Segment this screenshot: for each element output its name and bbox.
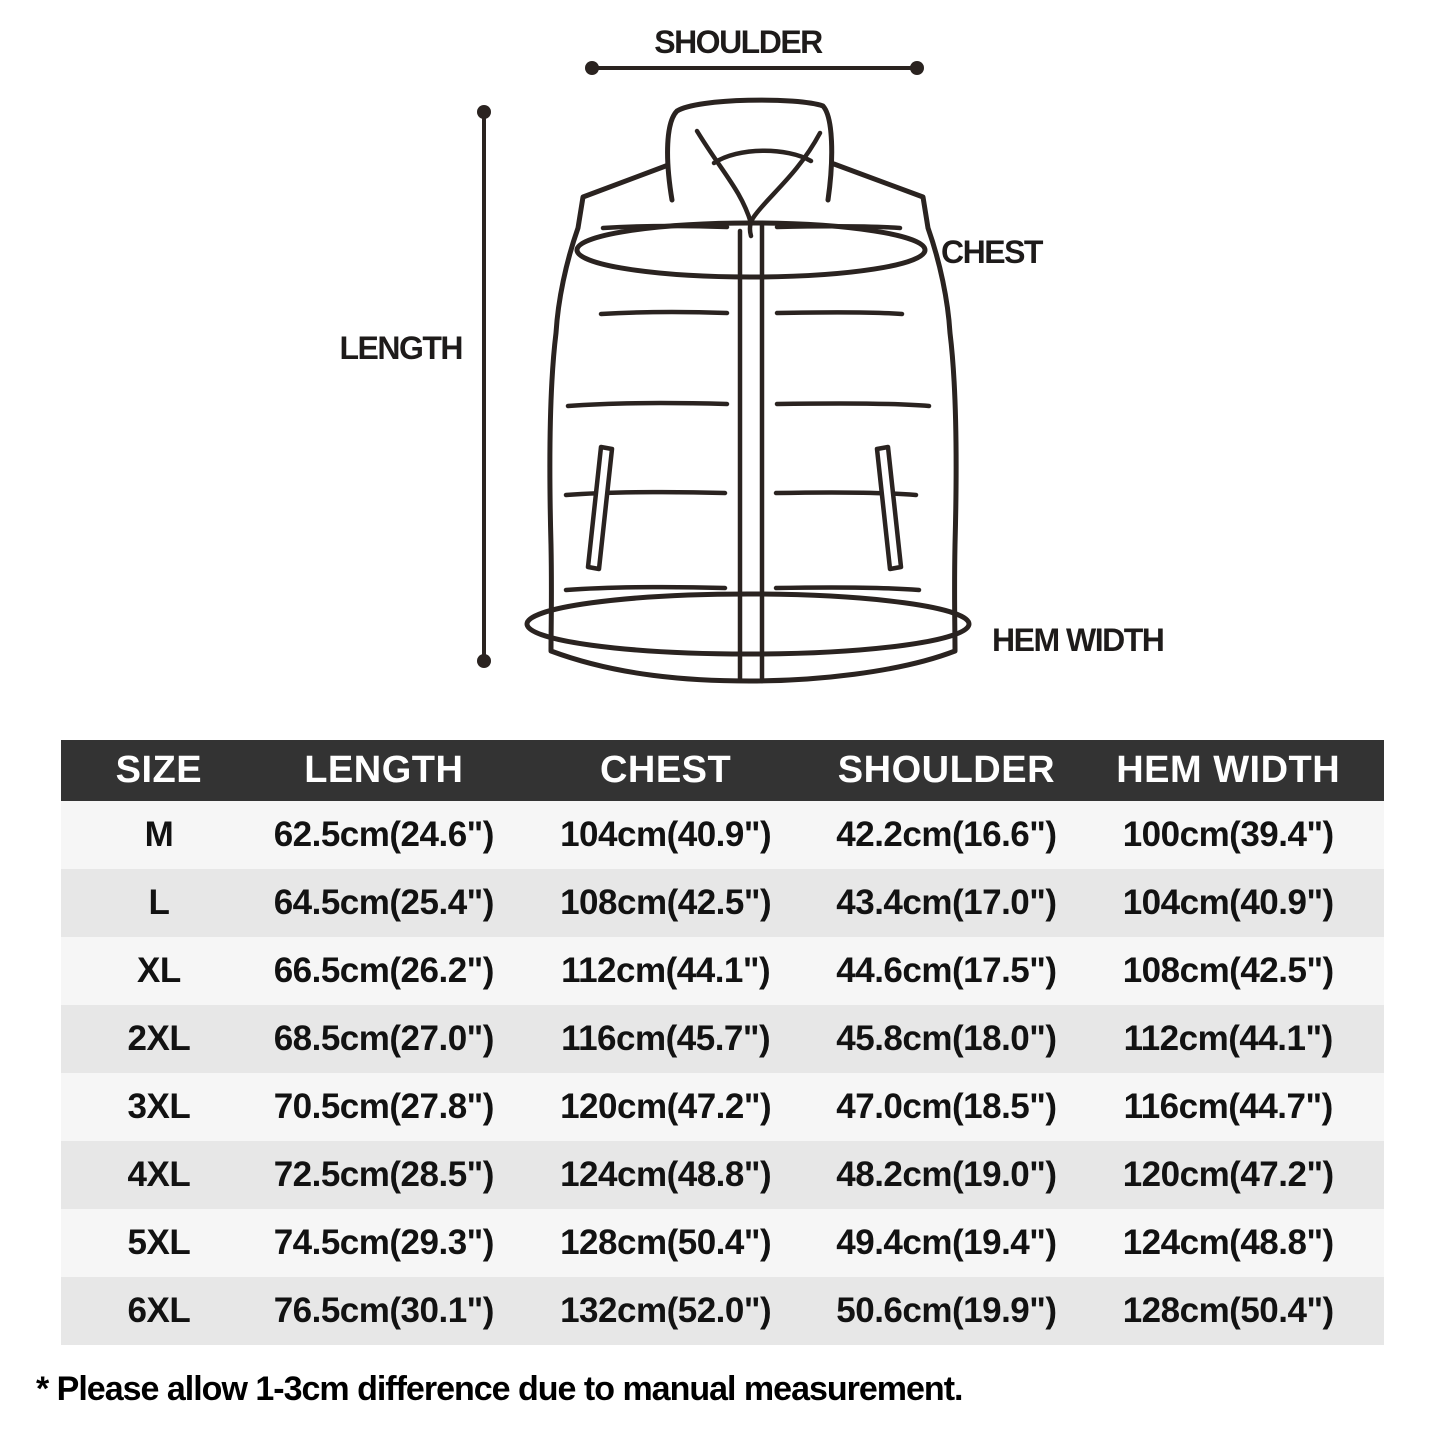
chest-cell: 108cm(42.5"): [511, 869, 821, 937]
length-label: LENGTH: [339, 330, 462, 366]
shoulder-label: SHOULDER: [654, 24, 822, 60]
column-header-hem-width: HEM WIDTH: [1072, 740, 1384, 801]
length-cell: 72.5cm(28.5"): [257, 1141, 511, 1209]
hem-width-cell: 100cm(39.4"): [1072, 801, 1384, 869]
table-row: [61, 1005, 1384, 1073]
table-row: [61, 1277, 1384, 1345]
table-row: [61, 937, 1384, 1005]
shoulder-dot-right: [910, 61, 924, 75]
hem-width-cell: 116cm(44.7"): [1072, 1073, 1384, 1141]
column-header-size: SIZE: [61, 740, 257, 801]
length-cell: 70.5cm(27.8"): [257, 1073, 511, 1141]
size-cell: 6XL: [61, 1277, 257, 1345]
shoulder-cell: 49.4cm(19.4"): [820, 1209, 1072, 1277]
table-row: [61, 1141, 1384, 1209]
size-cell: 3XL: [61, 1073, 257, 1141]
size-cell: 5XL: [61, 1209, 257, 1277]
size-cell: XL: [61, 937, 257, 1005]
hem-width-cell: 112cm(44.1"): [1072, 1005, 1384, 1073]
size-cell: M: [61, 801, 257, 869]
hem-width-cell: 124cm(48.8"): [1072, 1209, 1384, 1277]
hem-width-cell: 104cm(40.9"): [1072, 869, 1384, 937]
length-cell: 66.5cm(26.2"): [257, 937, 511, 1005]
length-cell: 74.5cm(29.3"): [257, 1209, 511, 1277]
measurement-disclaimer: * Please allow 1-3cm difference due to manual measurement.: [36, 1370, 963, 1408]
shoulder-cell: 42.2cm(16.6"): [820, 801, 1072, 869]
table-row: [61, 1209, 1384, 1277]
table-header-row: [61, 740, 1384, 801]
hem-width-cell: 120cm(47.2"): [1072, 1141, 1384, 1209]
table-row: [61, 869, 1384, 937]
shoulder-cell: 50.6cm(19.9"): [820, 1277, 1072, 1345]
length-cell: 64.5cm(25.4"): [257, 869, 511, 937]
length-cell: 68.5cm(27.0"): [257, 1005, 511, 1073]
hem-width-label: HEM WIDTH: [992, 622, 1164, 658]
shoulder-cell: 48.2cm(19.0"): [820, 1141, 1072, 1209]
chest-cell: 132cm(52.0"): [511, 1277, 821, 1345]
shoulder-cell: 47.0cm(18.5"): [820, 1073, 1072, 1141]
shoulder-cell: 45.8cm(18.0"): [820, 1005, 1072, 1073]
column-header-shoulder: SHOULDER: [820, 740, 1072, 801]
chest-cell: 104cm(40.9"): [511, 801, 821, 869]
size-cell: 2XL: [61, 1005, 257, 1073]
chest-cell: 124cm(48.8"): [511, 1141, 821, 1209]
size-table: [61, 740, 1384, 1345]
length-cell: 62.5cm(24.6"): [257, 801, 511, 869]
table-row: [61, 1073, 1384, 1141]
size-cell: L: [61, 869, 257, 937]
size-cell: 4XL: [61, 1141, 257, 1209]
hem-width-cell: 108cm(42.5"): [1072, 937, 1384, 1005]
chest-cell: 128cm(50.4"): [511, 1209, 821, 1277]
hem-width-cell: 128cm(50.4"): [1072, 1277, 1384, 1345]
length-dot-bottom: [477, 654, 491, 668]
chest-cell: 120cm(47.2"): [511, 1073, 821, 1141]
shoulder-cell: 44.6cm(17.5"): [820, 937, 1072, 1005]
chest-cell: 112cm(44.1"): [511, 937, 821, 1005]
column-header-chest: CHEST: [511, 740, 821, 801]
chest-cell: 116cm(45.7"): [511, 1005, 821, 1073]
length-cell: 76.5cm(30.1"): [257, 1277, 511, 1345]
length-dot-top: [477, 105, 491, 119]
column-header-length: LENGTH: [257, 740, 511, 801]
chest-label: CHEST: [941, 234, 1042, 270]
shoulder-dot-left: [585, 61, 599, 75]
shoulder-cell: 43.4cm(17.0"): [820, 869, 1072, 937]
table-row: [61, 801, 1384, 869]
